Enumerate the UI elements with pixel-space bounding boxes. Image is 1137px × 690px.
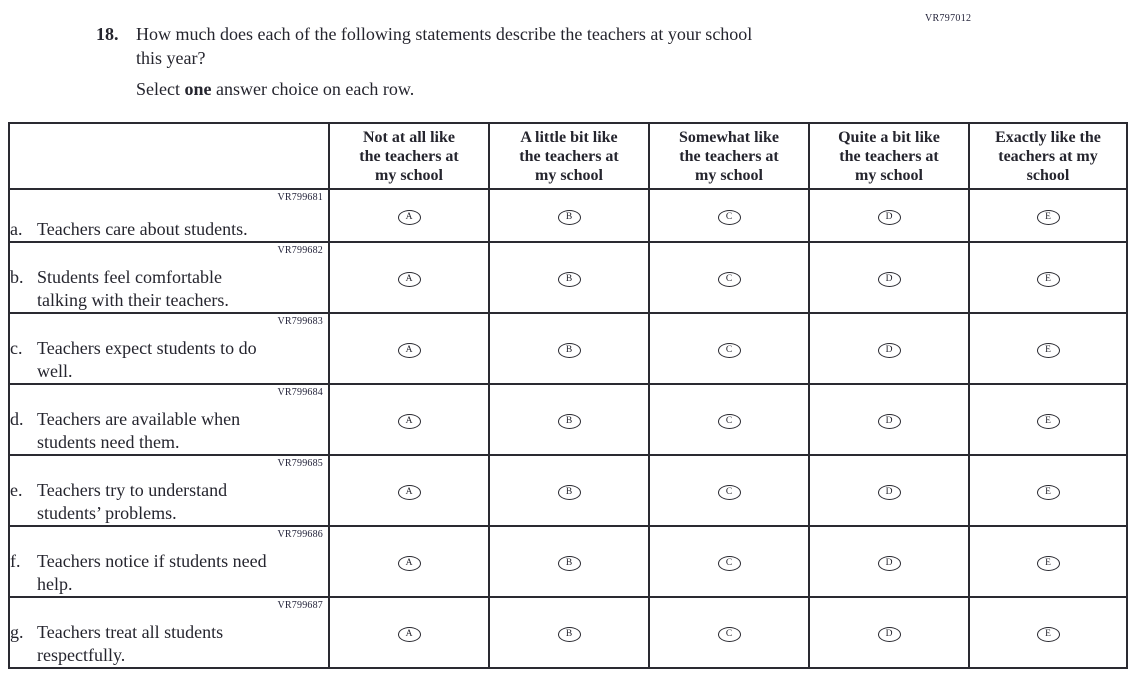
statement-cell [9, 313, 329, 384]
answer-bubble-d[interactable]: D [878, 414, 901, 429]
answer-cell-a [329, 526, 489, 597]
answer-cell-c [649, 384, 809, 455]
table-row [9, 313, 1127, 384]
answer-bubble-e[interactable]: E [1037, 414, 1060, 429]
answer-bubble-e[interactable]: E [1037, 556, 1060, 571]
answer-cell-a [329, 384, 489, 455]
answer-bubble-b[interactable]: B [558, 414, 581, 429]
answer-bubble-c[interactable]: C [718, 210, 741, 225]
corner-cell [9, 123, 329, 189]
answer-bubble-b[interactable]: B [558, 210, 581, 225]
row-code: VR799684 [277, 387, 323, 398]
answer-bubble-d[interactable]: D [878, 210, 901, 225]
row-statement: Teachers treat all students respectfully. [37, 622, 224, 665]
row-letter: g. [10, 622, 24, 642]
answer-cell-e [969, 455, 1127, 526]
answer-cell-c [649, 597, 809, 668]
answer-bubble-d[interactable]: D [878, 556, 901, 571]
table-row [9, 242, 1127, 313]
table-row [9, 597, 1127, 668]
answer-cell-c [649, 313, 809, 384]
row-statement: Teachers care about students. [37, 219, 248, 239]
row-letter: f. [10, 551, 21, 571]
row-letter: e. [10, 480, 23, 500]
answer-cell-b [489, 526, 649, 597]
answer-bubble-a[interactable]: A [398, 414, 421, 429]
answer-bubble-d[interactable]: D [878, 343, 901, 358]
answer-bubble-e[interactable]: E [1037, 627, 1060, 642]
row-statement: Teachers notice if students need help. [37, 551, 267, 594]
answer-bubble-a[interactable]: A [398, 627, 421, 642]
column-header-4: Quite a bit like the teachers at my school [809, 123, 969, 189]
answer-bubble-c[interactable]: C [718, 627, 741, 642]
answer-cell-c [649, 189, 809, 242]
table-body [9, 189, 1127, 668]
answer-cell-e [969, 384, 1127, 455]
answer-cell-b [489, 455, 649, 526]
row-statement: Teachers are available when students need them. [37, 409, 241, 452]
answer-bubble-c[interactable]: C [718, 272, 741, 287]
answer-cell-c [649, 242, 809, 313]
statement-cell [9, 189, 329, 242]
survey-table [8, 122, 1128, 669]
answer-bubble-b[interactable]: B [558, 343, 581, 358]
row-code: VR799687 [277, 600, 323, 611]
answer-cell-e [969, 189, 1127, 242]
question-number: 18. [96, 24, 119, 44]
answer-cell-c [649, 455, 809, 526]
column-header-1: Not at all like the teachers at my school [329, 123, 489, 189]
instruction-bold-word: one [184, 79, 212, 99]
answer-bubble-d[interactable]: D [878, 272, 901, 287]
column-header-2: A little bit like the teachers at my school [489, 123, 649, 189]
column-header-5: Exactly like the teachers at my school [969, 123, 1127, 189]
answer-bubble-d[interactable]: D [878, 627, 901, 642]
answer-cell-d [809, 242, 969, 313]
table-row [9, 384, 1127, 455]
answer-bubble-a[interactable]: A [398, 272, 421, 287]
question-instruction [136, 77, 414, 101]
answer-cell-a [329, 189, 489, 242]
answer-bubble-b[interactable]: B [558, 272, 581, 287]
answer-bubble-d[interactable]: D [878, 485, 901, 500]
answer-cell-e [969, 313, 1127, 384]
row-code: VR799681 [277, 192, 323, 203]
answer-cell-e [969, 526, 1127, 597]
answer-bubble-b[interactable]: B [558, 627, 581, 642]
question-line-2: this year? [136, 48, 206, 68]
answer-cell-d [809, 455, 969, 526]
answer-cell-d [809, 526, 969, 597]
row-letter: d. [10, 409, 24, 429]
answer-cell-b [489, 597, 649, 668]
answer-bubble-a[interactable]: A [398, 343, 421, 358]
answer-bubble-c[interactable]: C [718, 414, 741, 429]
answer-cell-a [329, 313, 489, 384]
answer-bubble-e[interactable]: E [1037, 343, 1060, 358]
table-row [9, 189, 1127, 242]
answer-bubble-b[interactable]: B [558, 556, 581, 571]
row-code: VR799685 [277, 458, 323, 469]
row-code: VR799683 [277, 316, 323, 327]
answer-cell-e [969, 597, 1127, 668]
row-letter: b. [10, 267, 24, 287]
answer-bubble-e[interactable]: E [1037, 485, 1060, 500]
row-statement: Teachers try to understand students’ problems. [37, 480, 228, 523]
answer-cell-d [809, 189, 969, 242]
answer-cell-c [649, 526, 809, 597]
statement-cell [9, 384, 329, 455]
answer-cell-b [489, 313, 649, 384]
answer-bubble-c[interactable]: C [718, 485, 741, 500]
answer-bubble-b[interactable]: B [558, 485, 581, 500]
answer-cell-a [329, 455, 489, 526]
answer-cell-d [809, 313, 969, 384]
answer-cell-e [969, 242, 1127, 313]
row-letter: c. [10, 338, 23, 358]
answer-cell-b [489, 242, 649, 313]
answer-cell-d [809, 597, 969, 668]
question-block [96, 22, 752, 70]
answer-bubble-c[interactable]: C [718, 556, 741, 571]
row-statement: Teachers expect students to do well. [37, 338, 257, 381]
answer-bubble-e[interactable]: E [1037, 210, 1060, 225]
answer-bubble-e[interactable]: E [1037, 272, 1060, 287]
instruction-suffix: answer choice on each row. [211, 79, 415, 99]
question-text [136, 22, 752, 70]
table-row [9, 526, 1127, 597]
row-letter: a. [10, 219, 23, 239]
answer-cell-a [329, 242, 489, 313]
row-code: VR799682 [277, 245, 323, 256]
instruction-prefix: Select [136, 79, 185, 99]
answer-cell-b [489, 384, 649, 455]
statement-cell [9, 455, 329, 526]
answer-bubble-a[interactable]: A [398, 556, 421, 571]
answer-cell-a [329, 597, 489, 668]
statement-cell [9, 597, 329, 668]
answer-bubble-c[interactable]: C [718, 343, 741, 358]
statement-cell [9, 526, 329, 597]
column-header-3: Somewhat like the teachers at my school [649, 123, 809, 189]
row-code: VR799686 [277, 529, 323, 540]
statement-cell [9, 242, 329, 313]
table-row [9, 455, 1127, 526]
header-row [9, 123, 1127, 189]
answer-cell-d [809, 384, 969, 455]
row-statement: Students feel comfortable talking with their teachers. [37, 267, 229, 310]
answer-bubble-a[interactable]: A [398, 210, 421, 225]
form-code: VR797012 [925, 13, 972, 24]
answer-cell-b [489, 189, 649, 242]
answer-bubble-a[interactable]: A [398, 485, 421, 500]
question-line-1: How much does each of the following statements describe the teachers at your school [136, 24, 753, 44]
